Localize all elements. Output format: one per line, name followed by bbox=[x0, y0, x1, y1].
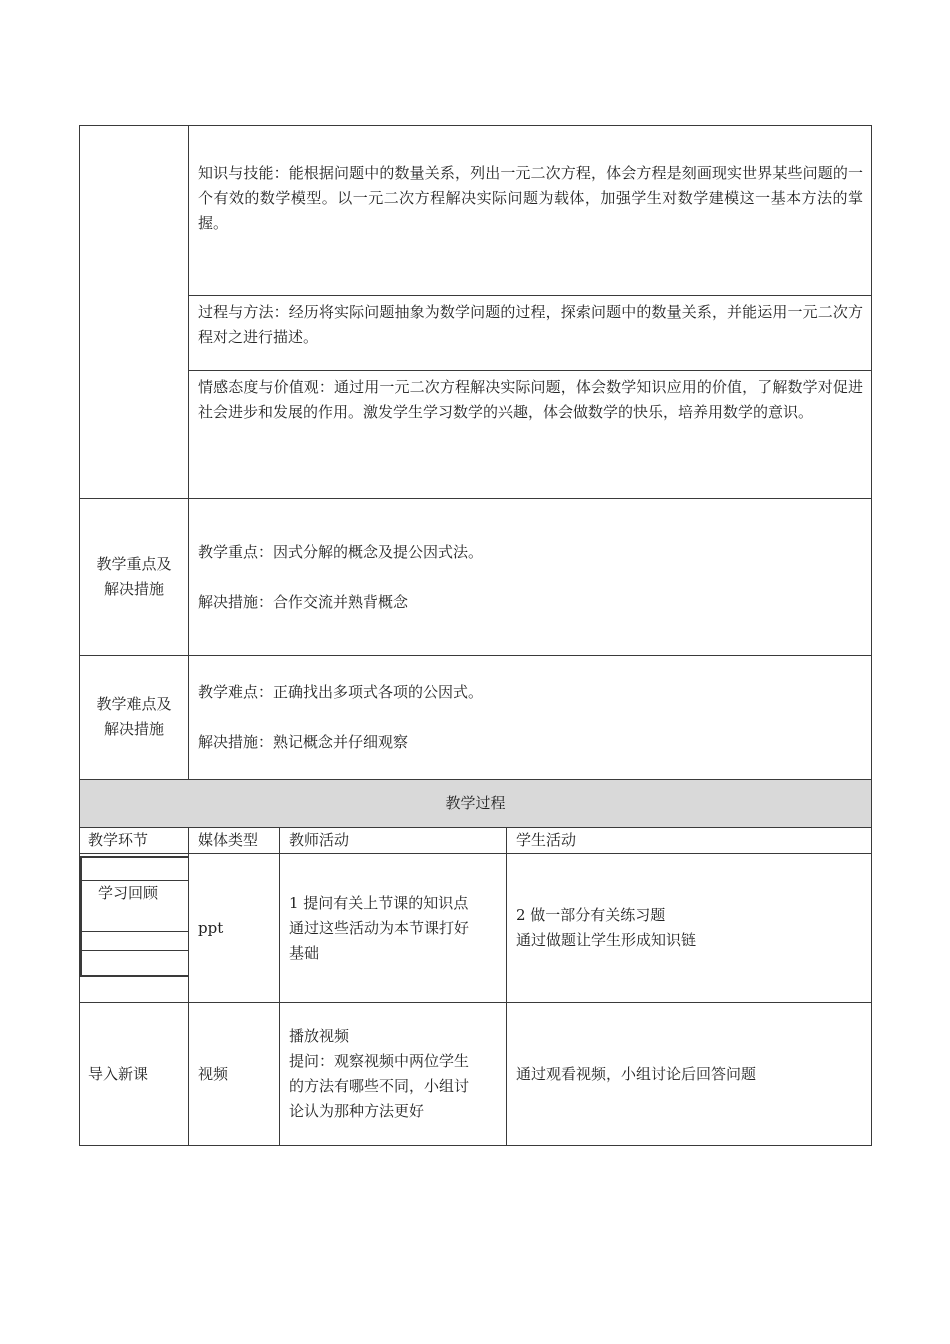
objective-knowledge: 知识与技能：能根据问题中的数量关系，列出一元二次方程，体会方程是刻画现实世界某些问题的一个有效的数学模型。以一元二次方程解决实际问题为载体，加强学生对数学建模这一基本方法的掌握。 bbox=[198, 164, 863, 232]
difficulty-label-line1: 教学难点及 bbox=[96, 695, 172, 713]
key-point-text: 教学重点：因式分解的概念及提公因式法。 bbox=[198, 543, 484, 561]
stage-new-lesson: 导入新课 bbox=[88, 1065, 149, 1083]
teacher-activity-line: 基础 bbox=[289, 944, 320, 962]
objective-process: 过程与方法：经历将实际问题抽象为数学问题的过程，探索问题中的数量关系，并能运用一元二次方程对之进行描述。 bbox=[198, 303, 863, 346]
media-video: 视频 bbox=[198, 1065, 229, 1083]
difficulty-measure: 解决措施：熟记概念并仔细观察 bbox=[198, 733, 409, 751]
header-teacher: 教师活动 bbox=[289, 831, 350, 849]
teacher-activity-line: 通过这些活动为本节课打好 bbox=[289, 919, 470, 937]
student-activity-line: 通过观看视频，小组讨论后回答问题 bbox=[516, 1065, 757, 1083]
teacher-activity-line: 1 提问有关上节课的知识点 bbox=[289, 894, 469, 912]
header-media: 媒体类型 bbox=[198, 831, 259, 849]
header-stage: 教学环节 bbox=[88, 831, 149, 849]
key-point-label-line1: 教学重点及 bbox=[96, 555, 172, 573]
teacher-activity-line: 论认为那种方法更好 bbox=[289, 1102, 425, 1120]
difficulty-label-line2: 解决措施 bbox=[103, 720, 164, 738]
student-activity-line: 2 做一部分有关练习题 bbox=[516, 906, 666, 924]
objective-emotion: 情感态度与价值观：通过用一元二次方程解决实际问题，体会数学知识应用的价值，了解数学对促进社会进步和发展的作用。激发学生学习数学的兴趣，体会做数学的快乐，培养用数学的意识。 bbox=[198, 378, 863, 421]
teacher-activity-line: 的方法有哪些不同，小组讨 bbox=[289, 1077, 470, 1095]
header-student: 学生活动 bbox=[516, 831, 577, 849]
stage-review: 学习回顾 bbox=[97, 884, 158, 902]
difficulty-point-text: 教学难点：正确找出多项式各项的公因式。 bbox=[198, 683, 484, 701]
student-activity-line: 通过做题让学生形成知识链 bbox=[516, 931, 697, 949]
key-point-label-line2: 解决措施 bbox=[103, 580, 164, 598]
media-ppt: ppt bbox=[198, 919, 224, 937]
teacher-activity-line: 播放视频 bbox=[289, 1027, 350, 1045]
key-point-measure: 解决措施：合作交流并熟背概念 bbox=[198, 593, 409, 611]
teacher-activity-line: 提问：观察视频中两位学生 bbox=[289, 1052, 470, 1070]
process-title: 教学过程 bbox=[445, 794, 506, 812]
